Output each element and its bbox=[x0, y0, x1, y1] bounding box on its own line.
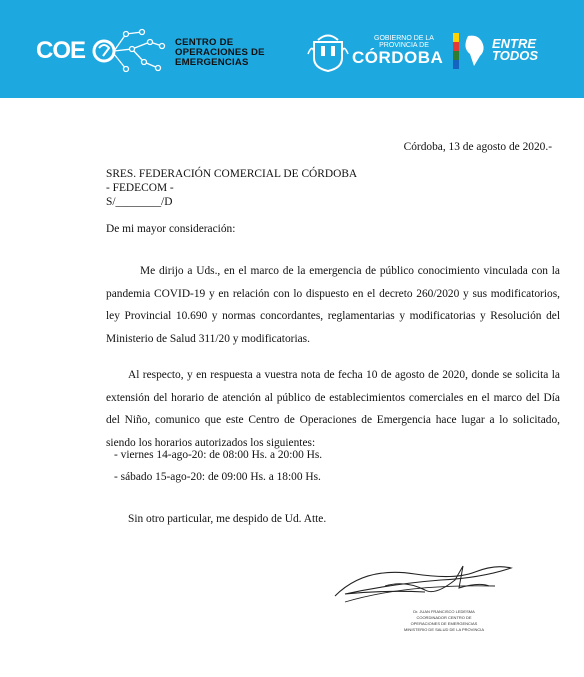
province-crest-icon bbox=[306, 32, 350, 72]
recipient-line: S/________/D bbox=[106, 196, 173, 208]
recipient-line: SRES. FEDERACIÓN COMERCIAL DE CÓRDOBA bbox=[106, 168, 358, 180]
slogan bbox=[492, 38, 538, 62]
coe-name-line: CENTRO DE bbox=[175, 37, 234, 48]
schedule-item: - sábado 15-ago-20: de 09:00 Hs. a 18:00 Hs. bbox=[114, 471, 321, 483]
recipient-line: - FEDECOM - bbox=[106, 182, 174, 194]
header-banner bbox=[0, 0, 584, 98]
stripe-red bbox=[453, 42, 459, 51]
stripe-yellow bbox=[453, 33, 459, 42]
cordoba-map-pin-icon bbox=[462, 34, 488, 68]
government-label-line: GOBIERNO DE LA bbox=[374, 35, 434, 42]
coe-network-icon bbox=[92, 24, 172, 78]
government-label-line: PROVINCIA DE bbox=[379, 42, 429, 49]
coe-name-line: EMERGENCIAS bbox=[175, 57, 249, 68]
cordoba-wordmark: CÓRDOBA bbox=[352, 48, 444, 67]
coe-full-name bbox=[175, 38, 265, 68]
letter-date: Córdoba, 13 de agosto de 2020.- bbox=[403, 141, 552, 153]
stripe-green bbox=[453, 51, 459, 60]
government-label bbox=[374, 35, 434, 49]
slogan-line: ENTRE bbox=[492, 36, 537, 51]
stamp-line: MINISTERIO DE SALUD DE LA PROVINCIA bbox=[403, 627, 485, 632]
handwritten-signature bbox=[325, 556, 525, 616]
coe-name-line: OPERACIONES DE bbox=[175, 47, 265, 58]
closing-line: Sin otro particular, me despido de Ud. Atte. bbox=[128, 513, 327, 525]
stamp-line: Dr. JUAN FRANCISCO LEDESMA bbox=[413, 609, 475, 614]
paragraph-intro: Me dirijo a Uds., en el marco de la emergencia de público conocimiento vinculada con la pandemia COVID-19 y en relación con lo dispuesto en el decreto 260/2020 y sus modificatorios, ley Provincial 10.690 y normas concordantes, reglamentarias y modificatorias y Resolución del Ministerio de Salud 311/20 y modificatorias. bbox=[106, 265, 560, 345]
color-stripe bbox=[453, 33, 459, 69]
greeting: De mi mayor consideración: bbox=[106, 223, 236, 235]
paragraph-response: Al respecto, y en respuesta a vuestra nota de fecha 10 de agosto de 2020, donde se solicita la extensión del horario de atención al público de establecimientos comerciales en el marco del Día del Niño, comunico que este Centro de Operaciones de Emergencia hace lugar a lo solicitado, siendo los horarios autorizados los siguientes: bbox=[106, 369, 560, 449]
stripe-blue bbox=[453, 60, 459, 69]
stamp-line: OPERACIONES DE EMERGENCIAS bbox=[410, 621, 478, 626]
slogan-line: TODOS bbox=[492, 48, 538, 63]
schedule-item: - viernes 14-ago-20: de 08:00 Hs. a 20:00 Hs. bbox=[114, 449, 323, 461]
stamp-line: COORDINADOR CENTRO DE bbox=[416, 615, 472, 620]
signature-stamp bbox=[384, 609, 504, 633]
coe-logo-word: COE bbox=[36, 37, 86, 64]
